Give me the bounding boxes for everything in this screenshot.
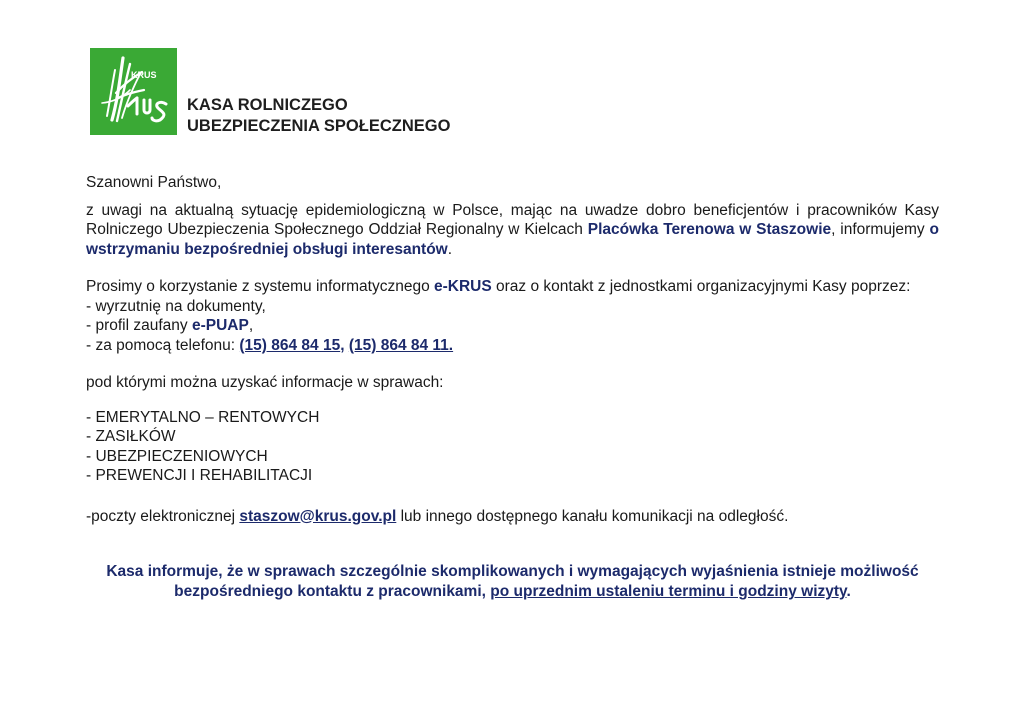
greeting: Szanowni Państwo, (86, 174, 222, 191)
ekrus-system-name: e-KRUS (434, 278, 492, 295)
intro-text-1: z uwagi na aktualną sytuację epidemiologiczną w Polsce, mając na uwadze dobro beneficjentów i pracowników Kasy Rolniczego Ubezpieczenia Społecznego Oddział Regionalny w Kielcach (86, 201, 939, 238)
request-text-2: oraz o kontakt z jednostkami organizacyjnymi Kasy poprzez: (491, 278, 911, 295)
epuap-prefix: - profil zaufany (86, 317, 192, 334)
intro-suspension-notice: o wstrzymaniu bezpośredniej obsługi interesantów (86, 221, 939, 258)
email-link[interactable]: staszow@krus.gov.pl (239, 507, 397, 525)
epuap-suffix: , (248, 317, 254, 334)
phone-link-2[interactable]: (15) 864 84 11. (348, 336, 454, 354)
paragraph-email (86, 507, 939, 527)
org-name-line2: UBEZPIECZENIA SPOŁECZNEGO (187, 117, 451, 135)
logo-text: KRUS (131, 70, 157, 80)
phone-separator: , (340, 336, 349, 354)
contact-item-dropbox: - wyrzutnię na dokumenty, (86, 297, 266, 315)
matters-item-benefits: - ZASIŁKÓW (86, 428, 176, 445)
matters-item-prevention: - PREWENCJI I REHABILITACJI (86, 467, 313, 484)
contact-item-epuap (86, 316, 939, 336)
email-prefix: -poczty elektronicznej (86, 507, 240, 525)
paragraph-request (86, 277, 939, 297)
intro-text-2: , informujemy (831, 221, 930, 238)
matters-item-pension: - EMERYTALNO – RENTOWYCH (86, 408, 320, 426)
closing-notice: Kasa informuje, że w sprawach szczególnie skomplikowanych i wymagających wyjaśnienia istnieje możliwość bezpośredniego kontaktu z pracownikami, po uprzednim ustaleniu terminu i godziny wizyty. (106, 563, 919, 600)
matters-item-insurance: - UBEZPIECZENIOWYCH (86, 447, 268, 465)
phone-prefix: - za pomocą telefonu: (86, 336, 240, 354)
intro-office-name: Placówka Terenowa w Staszowie (587, 221, 832, 238)
closing-text: Kasa informuje, że w sprawach szczególnie skomplikowanych i wymagających wyjaśnienia istnieje możliwość bezpośredniego kontaktu z pracownikami, (106, 563, 919, 600)
paragraph-intro (86, 201, 939, 260)
org-name-line1: KASA ROLNICZEGO (187, 96, 348, 114)
paragraph-matters: pod którymi można uzyskać informacje w sprawach: (86, 374, 444, 391)
krus-logo-icon (90, 48, 177, 135)
email-suffix: lub innego dostępnego kanału komunikacji na odległość. (396, 507, 789, 525)
organization-name (187, 95, 450, 137)
epuap-name: e-PUAP (191, 317, 249, 334)
contact-item-phone (86, 336, 939, 356)
krus-logo (90, 48, 177, 135)
intro-text-3: . (447, 240, 453, 258)
request-text-1: Prosimy o korzystanie z systemu informatycznego (86, 278, 435, 295)
closing-appointment-note: po uprzednim ustaleniu terminu i godziny wizyty (490, 583, 847, 600)
letter-body (86, 173, 939, 618)
phone-link-1[interactable]: (15) 864 84 15 (239, 336, 341, 354)
